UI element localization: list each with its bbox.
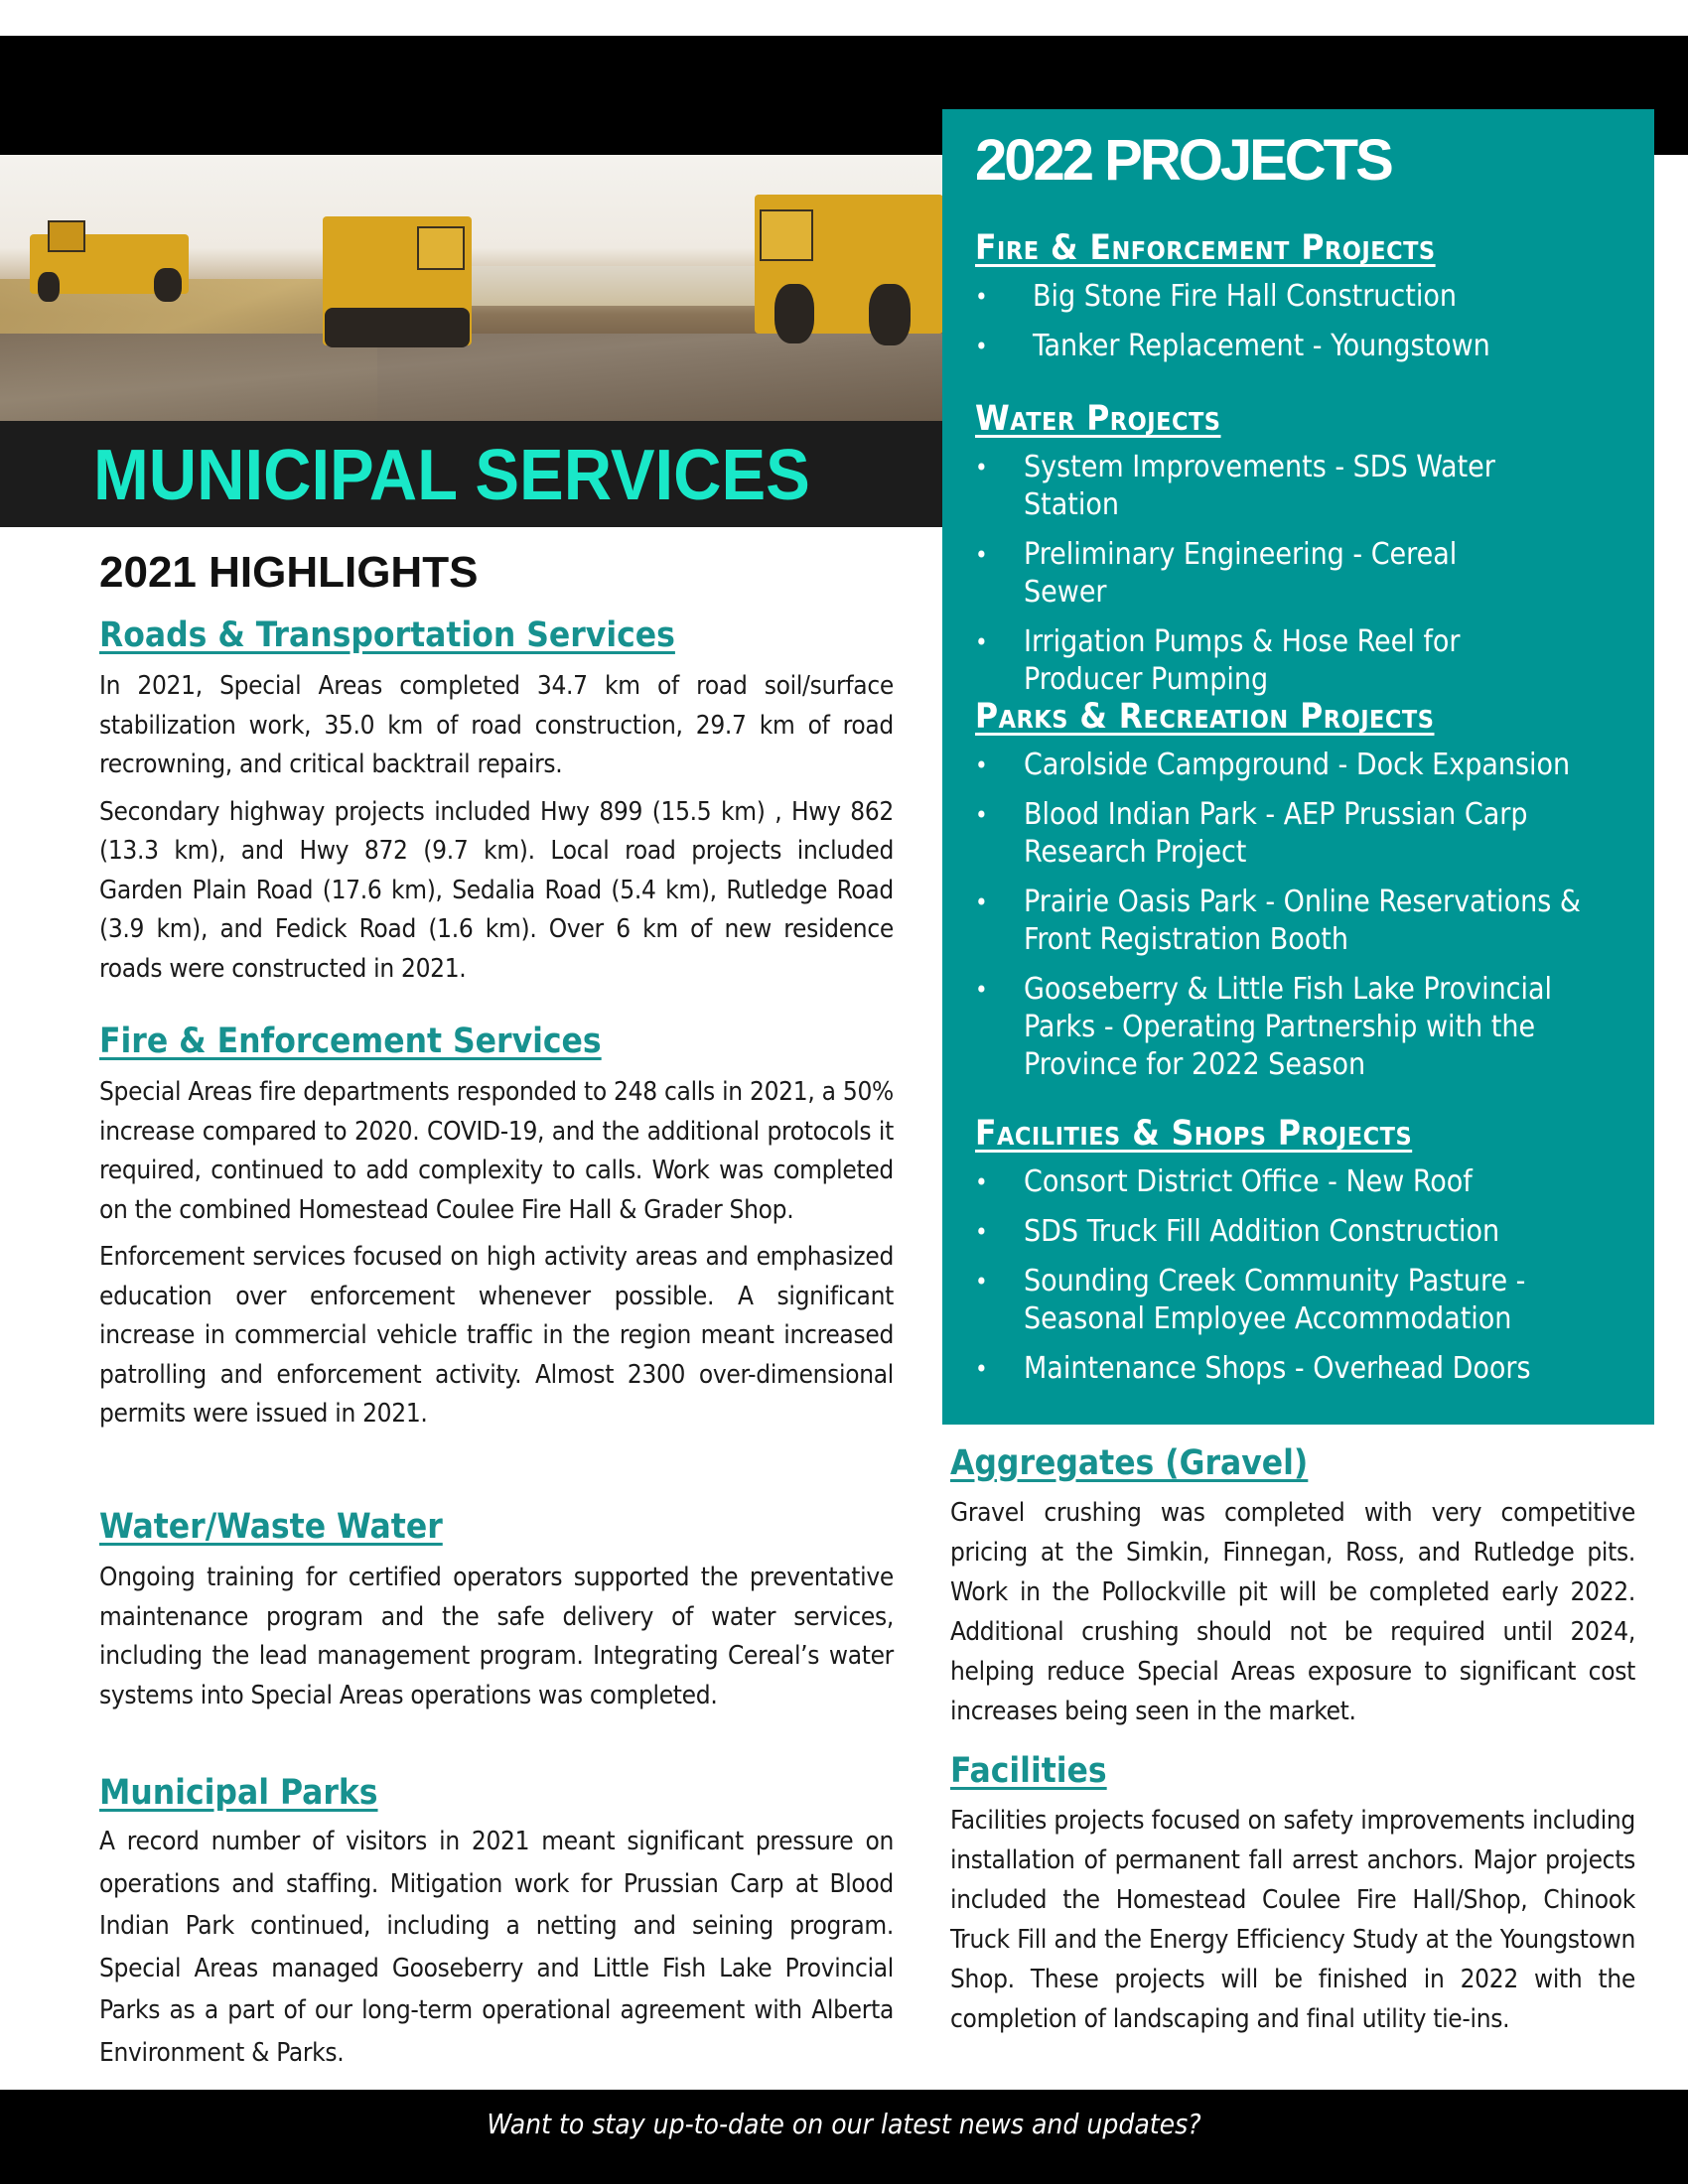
- section-heading: Water/Waste Water: [99, 1507, 443, 1547]
- section-paragraph: Gravel crushing was completed with very competitive pricing at the Simkin, Finnegan, Ross, and Rutledge pits. Work in the Pollockville pit will be completed early 2022. Additional crushing should not be required until 2024, helping reduce Special Areas exposure to significant cost increases being seen in the market.: [950, 1498, 1635, 1726]
- footer-text: Want to stay up-to-date on our latest news and updates?: [487, 2108, 1201, 2140]
- bullet-icon: •: [975, 976, 988, 1004]
- project-item: • Prairie Oasis Park - Online Reservations & Front Registration Booth: [975, 885, 1581, 957]
- project-item: • System Improvements - SDS Water Station: [975, 450, 1495, 522]
- section-paragraph: A record number of visitors in 2021 meant significant pressure on operations and staffing. Mitigation work for Prussian Carp at Blood Indian Park continued, including a netting and seining program. Special Areas managed Gooseberry and Little Fish Lake Provincial Parks as a part of our long-term operational agreement with Alberta Environment & Parks.: [99, 1827, 894, 2068]
- project-section-heading: Fire & Enforcement Projects: [975, 228, 1436, 268]
- project-item: • Carolside Campground - Dock Expansion: [975, 748, 1571, 782]
- bullet-icon: •: [975, 1168, 988, 1196]
- section-paragraph: Enforcement services focused on high activity areas and emphasized education over enforcement whenever possible. A significant increase in commercial vehicle traffic in the region meant increased patrolling and enforcement activity. Almost 2300 over-dimensional permits were issued in 2021.: [99, 1242, 894, 1429]
- section-fire: [99, 1020, 894, 1434]
- section-heading: Roads & Transportation Services: [99, 615, 675, 655]
- bullet-icon: •: [975, 801, 988, 829]
- bullet-icon: •: [975, 283, 988, 311]
- highlights-title: 2021 HIGHLIGHTS: [99, 548, 479, 597]
- project-section-heading: Water Projects: [975, 399, 1221, 439]
- bullet-icon: •: [975, 1218, 988, 1246]
- scraper-right: [755, 195, 943, 334]
- bullet-icon: •: [975, 888, 988, 916]
- project-item: • Big Stone Fire Hall Construction: [975, 279, 1457, 314]
- project-item: • Preliminary Engineering - Cereal Sewer: [975, 537, 1458, 610]
- project-section-water: [975, 397, 1640, 711]
- section-facilities: [950, 1749, 1635, 2039]
- photo-road: [0, 334, 943, 421]
- section-heading: Aggregates (Gravel): [950, 1443, 1309, 1483]
- project-section-heading: Facilities & Shops Projects: [975, 1114, 1413, 1154]
- section-paragraph: Ongoing training for certified operators supported the preventative maintenance program and the safe delivery of water services, including the lead management program. Integrating Cereal’s water systems into Special Areas operations was completed.: [99, 1563, 894, 1710]
- project-section-fire: [975, 226, 1640, 377]
- scraper-center: [323, 216, 472, 345]
- project-section-parks: [975, 695, 1640, 1096]
- project-item: • SDS Truck Fill Addition Construction: [975, 1214, 1500, 1249]
- project-item: • Maintenance Shops - Overhead Doors: [975, 1351, 1531, 1386]
- section-aggregates: [950, 1441, 1635, 1731]
- section-paragraph: Facilities projects focused on safety improvements including installation of permanent fall arrest anchors. Major projects included the Homestead Coulee Fire Hall/Shop, Chinook Truck Fill and the Energy Efficiency Study at the Youngstown Shop. These projects will be finished in 2022 with the completion of landscaping and final utility tie-ins.: [950, 1806, 1635, 2034]
- bullet-icon: •: [975, 454, 988, 481]
- section-heading: Fire & Enforcement Services: [99, 1022, 602, 1061]
- project-item: • Irrigation Pumps & Hose Reel for Producer Pumping: [975, 624, 1461, 697]
- projects-title: 2022 PROJECTS: [975, 128, 1391, 193]
- project-item: • Tanker Replacement - Youngstown: [975, 329, 1490, 363]
- scraper-left: [30, 234, 189, 294]
- section-water: [99, 1505, 894, 1715]
- footer-bar: [0, 2090, 1688, 2184]
- project-item: • Consort District Office - New Roof: [975, 1164, 1473, 1199]
- project-item: • Blood Indian Park - AEP Prussian Carp Research Project: [975, 797, 1528, 870]
- section-roads: [99, 614, 894, 989]
- section-parks: [99, 1771, 894, 2074]
- section-paragraph: Special Areas fire departments responded to 248 calls in 2021, a 50% increase compared to 2020. COVID-19, and the additional protocols it required, continued to add complexity to calls. Work was completed on the combined Homestead Coulee Fire Hall & Grader Shop.: [99, 1077, 894, 1225]
- bullet-icon: •: [975, 1355, 988, 1383]
- project-item: • Sounding Creek Community Pasture - Seasonal Employee Accommodation: [975, 1264, 1526, 1336]
- section-paragraph: Secondary highway projects included Hwy 899 (15.5 km) , Hwy 862 (13.3 km), and Hwy 872 (9.7 km). Local road projects included Garden Plain Road (17.6 km), Sedalia Road (5.4 km), Rutledge Road (3.9 km), and Fedick Road (1.6 km). Over 6 km of new residence roads were constructed in 2021.: [99, 796, 894, 984]
- section-paragraph: In 2021, Special Areas completed 34.7 km of road soil/surface stabilization work, 35.0 km of road construction, 29.7 km of road recrowning, and critical backtrail repairs.: [99, 671, 894, 779]
- bullet-icon: •: [975, 541, 988, 569]
- section-heading: Municipal Parks: [99, 1773, 378, 1813]
- projects-panel: [942, 109, 1654, 1425]
- bullet-icon: •: [975, 628, 988, 656]
- bullet-icon: •: [975, 1268, 988, 1296]
- project-section-heading: Parks & Recreation Projects: [975, 697, 1435, 737]
- page-title: MUNICIPAL SERVICES: [93, 436, 810, 515]
- project-item: • Gooseberry & Little Fish Lake Provincial Parks - Operating Partnership with the Province for 2022 Season: [975, 972, 1553, 1082]
- bullet-icon: •: [975, 751, 988, 779]
- section-heading: Facilities: [950, 1751, 1107, 1791]
- project-section-facilities: [975, 1112, 1640, 1400]
- bullet-icon: •: [975, 333, 988, 360]
- header-photo: [0, 155, 943, 421]
- title-bar: [0, 421, 943, 527]
